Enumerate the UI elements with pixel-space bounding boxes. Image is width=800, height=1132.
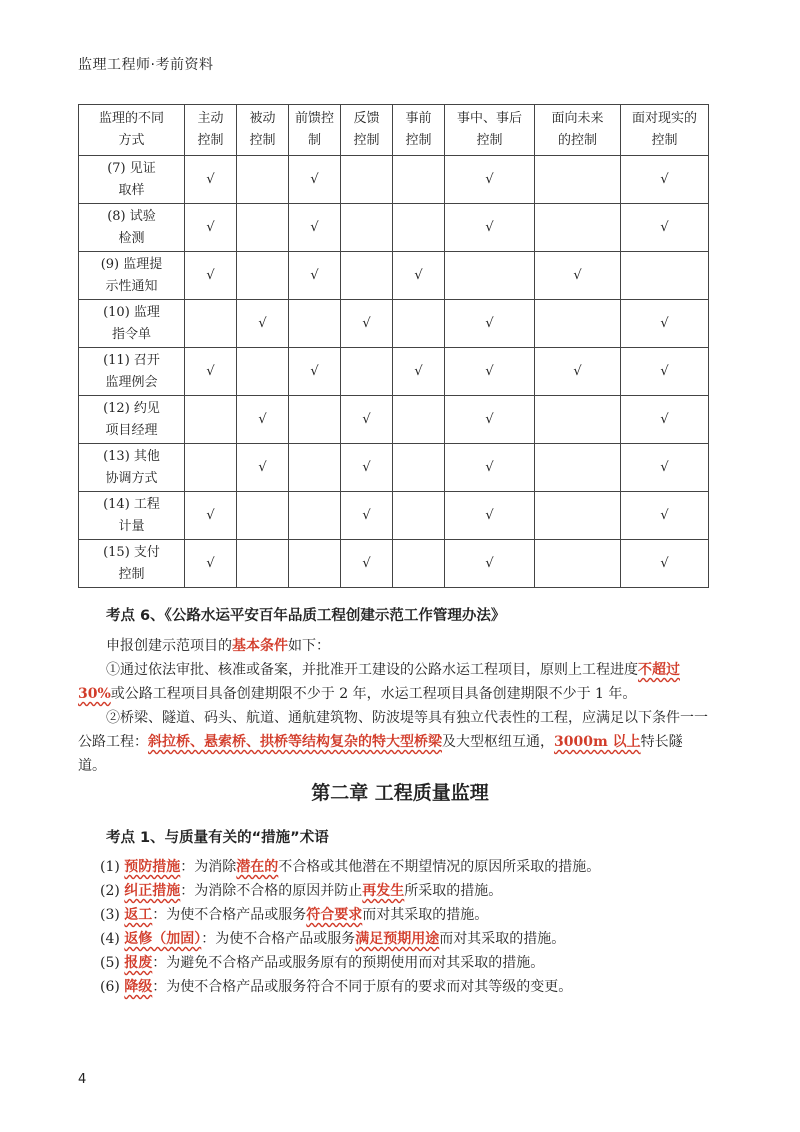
- check-mark: √: [660, 459, 669, 475]
- column-header-line: 方式: [118, 133, 145, 148]
- chapter-title: 第二章 工程质量监理: [311, 782, 489, 804]
- table-cell: [185, 492, 237, 540]
- table-header: [79, 105, 709, 156]
- table-row: [79, 300, 709, 348]
- row-label: [79, 348, 185, 396]
- table-row: [79, 156, 709, 204]
- table-cell: [237, 300, 289, 348]
- check-mark: √: [206, 363, 215, 379]
- check-mark: √: [206, 555, 215, 571]
- table-row: [79, 540, 709, 588]
- check-mark: √: [258, 459, 267, 475]
- term-highlight: 潜在的: [236, 859, 279, 875]
- term-highlight: 符合要求: [306, 907, 363, 923]
- term-number: (4): [100, 931, 125, 947]
- table-cell: [237, 492, 289, 540]
- table-cell: [341, 300, 393, 348]
- check-mark: √: [660, 315, 669, 331]
- term-text: 而对其采取的措施。: [439, 931, 566, 947]
- table-body: [79, 156, 709, 588]
- column-header-line: 控制: [651, 133, 678, 148]
- row-label-line: 检测: [118, 230, 145, 246]
- highlight-basic-conditions: 基本条件: [232, 638, 288, 654]
- table-row: [79, 348, 709, 396]
- table-cell: [185, 348, 237, 396]
- highlight-progress: 不超过 30%: [78, 662, 680, 702]
- check-mark: √: [362, 411, 371, 427]
- table-cell: [621, 444, 709, 492]
- table-cell: [185, 540, 237, 588]
- table-cell: [393, 252, 445, 300]
- table-row: [79, 444, 709, 492]
- table-cell: [289, 444, 341, 492]
- term-item: [100, 951, 720, 975]
- table-cell: [621, 300, 709, 348]
- table-cell: [393, 396, 445, 444]
- term-highlight: 再发生: [362, 883, 405, 899]
- check-mark: √: [573, 267, 582, 283]
- table-cell: [445, 444, 535, 492]
- column-header: [289, 105, 341, 156]
- check-mark: √: [310, 363, 319, 379]
- table-cell: [393, 540, 445, 588]
- check-mark: √: [660, 411, 669, 427]
- row-label-line: 项目经理: [105, 422, 158, 438]
- row-label-line: 控制: [118, 566, 145, 582]
- column-header-line: 前馈控: [294, 111, 334, 126]
- table-cell: [341, 252, 393, 300]
- table-cell: [289, 540, 341, 588]
- table-cell: [621, 204, 709, 252]
- table-row: [79, 396, 709, 444]
- check-mark: √: [362, 507, 371, 523]
- column-header-line: 主动: [197, 111, 224, 126]
- table-cell: [289, 300, 341, 348]
- table-cell: [341, 348, 393, 396]
- table-cell: [535, 204, 621, 252]
- column-header-line: 面对现实的: [631, 111, 697, 126]
- check-mark: √: [206, 219, 215, 235]
- column-header-line: 被动: [249, 111, 276, 126]
- check-mark: √: [660, 171, 669, 187]
- column-header-line: 事前: [405, 111, 432, 126]
- check-mark: √: [206, 507, 215, 523]
- term-item: [100, 975, 720, 999]
- table-cell: [445, 156, 535, 204]
- term-item: [100, 855, 720, 879]
- table-cell: [621, 396, 709, 444]
- table-cell: [185, 156, 237, 204]
- check-mark: √: [362, 555, 371, 571]
- row-label-line: (12) 约见: [103, 400, 160, 416]
- table-cell: [621, 348, 709, 396]
- table-cell: [535, 300, 621, 348]
- check-mark: √: [258, 411, 267, 427]
- table-cell: [621, 492, 709, 540]
- term-highlight: 满足预期用途: [355, 931, 440, 947]
- column-header: [237, 105, 289, 156]
- row-label: [79, 396, 185, 444]
- table-cell: [237, 444, 289, 492]
- table-cell: [237, 204, 289, 252]
- table-cell: [185, 396, 237, 444]
- table-cell: [393, 300, 445, 348]
- row-label-line: (9) 监理提: [100, 256, 163, 272]
- page-number: 4: [78, 1072, 87, 1087]
- term-text: ：为消除: [180, 859, 237, 875]
- row-label-line: (13) 其他: [103, 448, 160, 464]
- row-label-line: (11) 召开: [103, 352, 160, 368]
- table-row: [79, 204, 709, 252]
- table-cell: [393, 492, 445, 540]
- table-cell: [341, 396, 393, 444]
- term-text: ：为避免不合格产品或服务原有的预期使用而对其采取的措施。: [152, 955, 545, 971]
- check-mark: √: [206, 267, 215, 283]
- table-cell: [237, 348, 289, 396]
- term-list: [100, 855, 720, 999]
- table-cell: [445, 348, 535, 396]
- column-header-line: 监理的不同: [98, 111, 164, 126]
- point1-heading: 考点 1、与质量有关的“措施”术语: [106, 830, 329, 846]
- table-cell: [621, 252, 709, 300]
- table-cell: [535, 156, 621, 204]
- check-mark: √: [485, 363, 494, 379]
- table-cell: [535, 540, 621, 588]
- term-item: [100, 927, 720, 951]
- table-cell: [341, 492, 393, 540]
- point6-heading: 考点 6、《公路水运平安百年品质工程创建示范工作管理办法》: [106, 608, 506, 624]
- check-mark: √: [206, 171, 215, 187]
- check-mark: √: [485, 171, 494, 187]
- row-label-line: (15) 支付: [103, 544, 160, 560]
- row-label-line: (7) 见证: [107, 160, 156, 176]
- table-cell: [445, 300, 535, 348]
- term-name: 预防措施: [124, 859, 181, 875]
- column-header: [445, 105, 535, 156]
- check-mark: √: [310, 267, 319, 283]
- table-cell: [535, 348, 621, 396]
- check-mark: √: [485, 315, 494, 331]
- term-name: 纠正措施: [124, 883, 181, 899]
- table-cell: [341, 156, 393, 204]
- check-mark: √: [362, 315, 371, 331]
- table-row: [79, 252, 709, 300]
- column-header-line: 制: [307, 133, 321, 148]
- row-label-line: (10) 监理: [103, 304, 160, 320]
- row-label-line: 监理例会: [105, 374, 158, 390]
- check-mark: √: [660, 555, 669, 571]
- table-cell: [237, 540, 289, 588]
- term-text: ：为消除不合格的原因并防止: [180, 883, 363, 899]
- column-header-line: 控制: [405, 133, 432, 148]
- table-cell: [341, 204, 393, 252]
- check-mark: √: [310, 171, 319, 187]
- column-header-line: 控制: [353, 133, 380, 148]
- row-label-line: (8) 试验: [107, 208, 156, 224]
- row-label-line: (14) 工程: [103, 496, 160, 512]
- check-mark: √: [414, 267, 423, 283]
- row-label: [79, 204, 185, 252]
- table-cell: [535, 396, 621, 444]
- check-mark: √: [485, 555, 494, 571]
- row-label-line: 协调方式: [105, 470, 158, 486]
- table-cell: [289, 492, 341, 540]
- table-cell: [445, 492, 535, 540]
- check-mark: √: [660, 219, 669, 235]
- column-header-line: 事中、事后: [456, 111, 522, 126]
- term-item: [100, 879, 720, 903]
- term-number: (3): [100, 907, 125, 923]
- column-header: [341, 105, 393, 156]
- point6-intro: 申报创建示范项目的基本条件如下：: [106, 638, 330, 654]
- check-mark: √: [258, 315, 267, 331]
- term-number: (1): [100, 859, 125, 875]
- check-mark: √: [485, 459, 494, 475]
- table-row: [79, 492, 709, 540]
- row-label: [79, 444, 185, 492]
- column-header: [621, 105, 709, 156]
- row-label: [79, 252, 185, 300]
- check-mark: √: [310, 219, 319, 235]
- control-methods-table: [78, 104, 709, 588]
- term-text: 而对其采取的措施。: [362, 907, 489, 923]
- table-cell: [185, 444, 237, 492]
- table-cell: [341, 540, 393, 588]
- table-cell: [289, 396, 341, 444]
- column-header-line: 面向未来: [551, 111, 604, 126]
- column-header-line: 控制: [249, 133, 276, 148]
- table-cell: [535, 444, 621, 492]
- point6-item1: ①通过依法审批、核准或备案，并批准开工建设的公路水运工程项目，原则上工程进度不超过 30%或公路工程项目具备创建期限不少于 2 年，水运工程项目具备创建期限不少于 1 年。: [78, 662, 680, 702]
- table-cell: [289, 204, 341, 252]
- column-header: [393, 105, 445, 156]
- table-cell: [535, 492, 621, 540]
- table-cell: [237, 252, 289, 300]
- term-number: (5): [100, 955, 125, 971]
- table-cell: [621, 540, 709, 588]
- term-item: [100, 903, 720, 927]
- term-number: (6): [100, 979, 125, 995]
- term-name: 降级: [124, 979, 153, 995]
- row-label: [79, 540, 185, 588]
- term-text: 不合格或其他潜在不期望情况的原因所采取的措施。: [278, 859, 601, 875]
- table-cell: [237, 396, 289, 444]
- column-header-line: 控制: [476, 133, 503, 148]
- column-header: [185, 105, 237, 156]
- term-name: 返修（加固）: [124, 931, 202, 947]
- row-label-line: 指令单: [111, 326, 151, 342]
- check-mark: √: [573, 363, 582, 379]
- table-cell: [289, 156, 341, 204]
- term-text: ：为使不合格产品或服务: [201, 931, 356, 947]
- table-cell: [289, 252, 341, 300]
- term-text: ：为使不合格产品或服务符合不同于原有的要求而对其等级的变更。: [152, 979, 573, 995]
- row-label: [79, 300, 185, 348]
- table-cell: [185, 204, 237, 252]
- column-header-line: 反馈: [353, 111, 380, 126]
- table-cell: [535, 252, 621, 300]
- table-cell: [237, 156, 289, 204]
- check-mark: √: [362, 459, 371, 475]
- table-cell: [185, 300, 237, 348]
- check-mark: √: [485, 411, 494, 427]
- row-label: [79, 492, 185, 540]
- running-header: 监理工程师·考前资料: [78, 57, 214, 73]
- point6-item2: ②桥梁、隧道、码头、航道、通航建筑物、防波堤等具有独立代表性的工程，应满足以下条件一一公路工程：斜拉桥、悬索桥、拱桥等结构复杂的特大型桥梁及大型枢纽互通，3000m 以上特长隧道。: [78, 710, 708, 774]
- check-mark: √: [485, 219, 494, 235]
- table-cell: [393, 444, 445, 492]
- column-header: [79, 105, 185, 156]
- table-cell: [185, 252, 237, 300]
- check-mark: √: [485, 507, 494, 523]
- table-cell: [445, 396, 535, 444]
- term-text: 所采取的措施。: [404, 883, 503, 899]
- check-mark: √: [660, 507, 669, 523]
- row-label-line: 取样: [118, 182, 145, 198]
- table-cell: [393, 204, 445, 252]
- term-text: ：为使不合格产品或服务: [152, 907, 307, 923]
- column-header-line: 控制: [197, 133, 224, 148]
- table-cell: [621, 156, 709, 204]
- term-number: (2): [100, 883, 125, 899]
- check-mark: √: [660, 363, 669, 379]
- highlight-tunnel-length: 3000m 以上: [554, 734, 641, 750]
- check-mark: √: [414, 363, 423, 379]
- row-label-line: 计量: [118, 518, 145, 534]
- column-header: [535, 105, 621, 156]
- table-cell: [393, 156, 445, 204]
- column-header-line: 的控制: [557, 133, 597, 148]
- table-cell: [393, 348, 445, 396]
- highlight-bridges: 斜拉桥、悬索桥、拱桥等结构复杂的特大型桥梁: [148, 734, 442, 750]
- row-label-line: 示性通知: [105, 278, 158, 294]
- term-name: 返工: [124, 907, 153, 923]
- table-cell: [445, 540, 535, 588]
- table-cell: [341, 444, 393, 492]
- row-label: [79, 156, 185, 204]
- table-cell: [445, 252, 535, 300]
- term-name: 报废: [124, 955, 153, 971]
- table-cell: [289, 348, 341, 396]
- table-cell: [445, 204, 535, 252]
